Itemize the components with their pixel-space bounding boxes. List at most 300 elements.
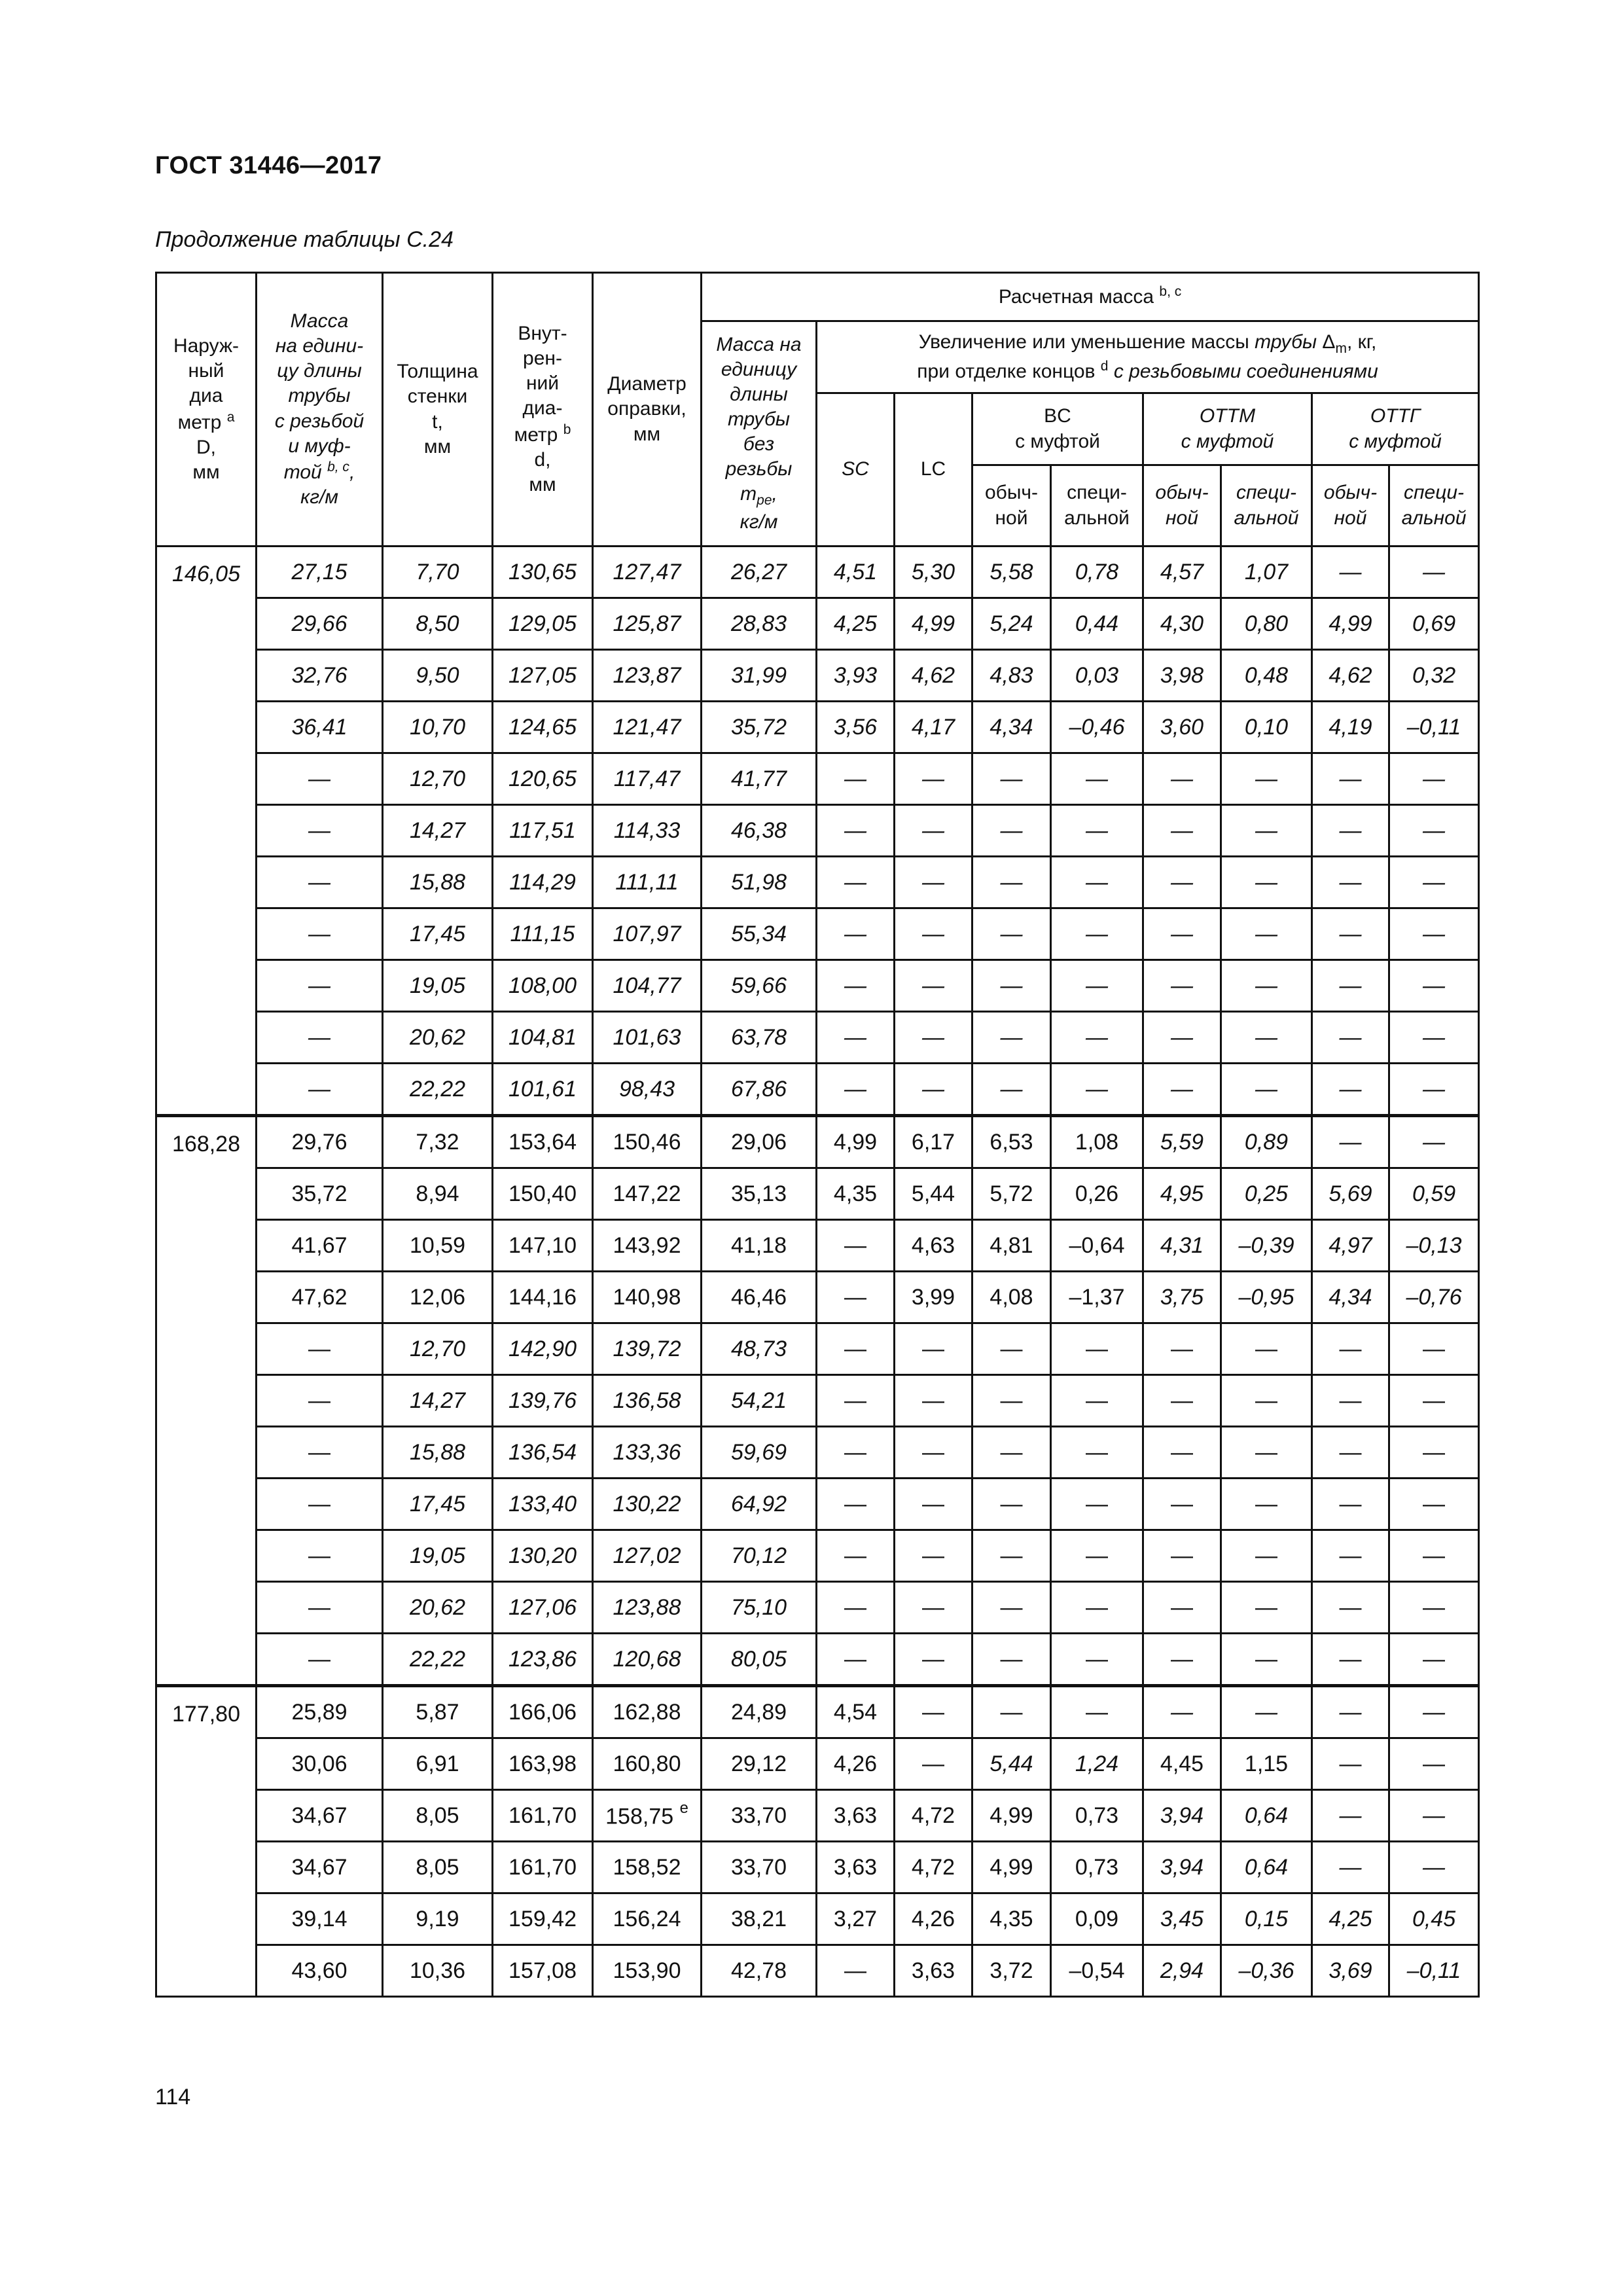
cell-inner-diameter: 127,06 [493,1582,593,1634]
cell-mass-threaded: — [257,1012,383,1064]
cell-drift-diameter: 136,58 [593,1375,702,1427]
table-body [156,547,1479,1997]
cell-bc-special: — [1051,1427,1143,1479]
cell-ottm-special: 0,10 [1221,702,1312,753]
cell-ottg-special: –0,13 [1389,1220,1479,1272]
cell-bc-special: 0,44 [1051,598,1143,650]
cell-bc-special: –0,54 [1051,1945,1143,1997]
header-outer-diameter: Наруж- ный диа метр $^a$ D, мм [156,273,257,547]
cell-drift-diameter: 147,22 [593,1168,702,1220]
cell-ottg-special: — [1389,1479,1479,1530]
cell-bc-regular: — [972,1427,1051,1479]
cell-bc-regular: 4,08 [972,1272,1051,1323]
header-calc-mass: Расчетная масса $^{b, c}$ [702,273,1479,321]
cell-ottm-special: — [1221,960,1312,1012]
cell-wall-thickness: 6,91 [383,1738,493,1790]
cell-ottg-regular: 4,25 [1312,1893,1389,1945]
cell-mass-unthreaded: 29,06 [702,1116,817,1168]
cell-ottm-special: — [1221,1686,1312,1738]
cell-sc: — [817,908,895,960]
cell-mass-unthreaded: 46,38 [702,805,817,857]
table-row [156,1012,1479,1064]
cell-bc-regular: 4,35 [972,1893,1051,1945]
cell-outer-diameter: 168,28 [156,1116,257,1686]
cell-ottg-regular: — [1312,1738,1389,1790]
cell-sc: — [817,1220,895,1272]
header-drift-diameter: Диаметр оправки, мм [593,273,702,547]
cell-ottg-special: — [1389,1116,1479,1168]
cell-ottm-special: 0,25 [1221,1168,1312,1220]
cell-lc: — [895,1479,972,1530]
cell-wall-thickness: 20,62 [383,1012,493,1064]
cell-ottm-regular: 3,60 [1143,702,1221,753]
cell-lc: — [895,1582,972,1634]
cell-ottg-special: — [1389,753,1479,805]
cell-inner-diameter: 133,40 [493,1479,593,1530]
cell-ottg-regular: — [1312,753,1389,805]
cell-mass-threaded: 39,14 [257,1893,383,1945]
cell-bc-special: 0,09 [1051,1893,1143,1945]
cell-drift-diameter: 139,72 [593,1323,702,1375]
cell-inner-diameter: 117,51 [493,805,593,857]
cell-sc: — [817,1064,895,1116]
cell-inner-diameter: 124,65 [493,702,593,753]
cell-bc-special: — [1051,753,1143,805]
cell-mass-threaded: — [257,908,383,960]
cell-ottg-special: — [1389,1064,1479,1116]
cell-bc-special: — [1051,1530,1143,1582]
cell-ottm-regular: — [1143,1686,1221,1738]
cell-drift-diameter: 104,77 [593,960,702,1012]
header-ottg-special: специ- альной [1389,465,1479,547]
cell-mass-unthreaded: 31,99 [702,650,817,702]
cell-mass-unthreaded: 41,18 [702,1220,817,1272]
cell-ottg-regular: — [1312,1842,1389,1893]
cell-inner-diameter: 120,65 [493,753,593,805]
cell-mass-threaded: — [257,1582,383,1634]
cell-lc: — [895,1064,972,1116]
header-bc: BC с муфтой [972,393,1143,465]
cell-wall-thickness: 10,70 [383,702,493,753]
cell-ottm-special: 0,48 [1221,650,1312,702]
cell-ottm-regular: 3,45 [1143,1893,1221,1945]
cell-ottg-regular: — [1312,1479,1389,1530]
cell-lc: 4,26 [895,1893,972,1945]
cell-lc: 4,63 [895,1220,972,1272]
cell-bc-regular: 6,53 [972,1116,1051,1168]
cell-wall-thickness: 14,27 [383,805,493,857]
cell-mass-unthreaded: 33,70 [702,1842,817,1893]
cell-wall-thickness: 9,19 [383,1893,493,1945]
cell-sc: — [817,1479,895,1530]
cell-mass-threaded: 43,60 [257,1945,383,1997]
cell-lc: — [895,1686,972,1738]
cell-ottg-special: — [1389,1686,1479,1738]
cell-outer-diameter: 146,05 [156,547,257,1116]
cell-bc-special: 1,24 [1051,1738,1143,1790]
cell-mass-threaded: — [257,753,383,805]
cell-mass-unthreaded: 80,05 [702,1634,817,1686]
cell-bc-special: — [1051,1064,1143,1116]
cell-inner-diameter: 142,90 [493,1323,593,1375]
cell-ottm-special: — [1221,1323,1312,1375]
cell-ottg-special: — [1389,1427,1479,1479]
cell-sc: — [817,1272,895,1323]
cell-mass-threaded: 30,06 [257,1738,383,1790]
cell-mass-unthreaded: 28,83 [702,598,817,650]
cell-ottg-special: –0,11 [1389,702,1479,753]
cell-bc-regular: 4,99 [972,1842,1051,1893]
cell-bc-special: 0,73 [1051,1790,1143,1842]
cell-outer-diameter: 177,80 [156,1686,257,1997]
cell-ottm-regular: — [1143,753,1221,805]
cell-bc-special: 0,73 [1051,1842,1143,1893]
cell-ottg-special: — [1389,547,1479,598]
table-row [156,1634,1479,1686]
cell-mass-unthreaded: 63,78 [702,1012,817,1064]
cell-mass-threaded: 32,76 [257,650,383,702]
cell-ottm-special: 0,80 [1221,598,1312,650]
cell-ottm-regular: 3,94 [1143,1842,1221,1893]
cell-sc: — [817,1945,895,1997]
cell-sc: 3,63 [817,1842,895,1893]
cell-drift-diameter: 158,75 $^e$ [593,1790,702,1842]
cell-ottm-special: — [1221,805,1312,857]
cell-wall-thickness: 22,22 [383,1064,493,1116]
cell-sc: — [817,753,895,805]
cell-ottg-regular: — [1312,1116,1389,1168]
cell-mass-threaded: — [257,1427,383,1479]
cell-mass-unthreaded: 35,13 [702,1168,817,1220]
cell-ottg-regular: — [1312,908,1389,960]
cell-mass-threaded: 36,41 [257,702,383,753]
cell-mass-threaded: 29,66 [257,598,383,650]
cell-drift-diameter: 127,47 [593,547,702,598]
cell-mass-unthreaded: 48,73 [702,1323,817,1375]
cell-bc-regular: 3,72 [972,1945,1051,1997]
cell-drift-diameter: 158,52 [593,1842,702,1893]
cell-lc: 3,99 [895,1272,972,1323]
cell-ottg-regular: 5,69 [1312,1168,1389,1220]
cell-bc-special: 0,26 [1051,1168,1143,1220]
cell-mass-threaded: — [257,1479,383,1530]
cell-inner-diameter: 150,40 [493,1168,593,1220]
cell-ottg-regular: — [1312,1375,1389,1427]
cell-wall-thickness: 12,70 [383,1323,493,1375]
cell-inner-diameter: 153,64 [493,1116,593,1168]
cell-wall-thickness: 8,05 [383,1790,493,1842]
cell-ottm-regular: — [1143,857,1221,908]
cell-lc: 6,17 [895,1116,972,1168]
cell-mass-unthreaded: 54,21 [702,1375,817,1427]
cell-inner-diameter: 166,06 [493,1686,593,1738]
cell-wall-thickness: 17,45 [383,908,493,960]
cell-bc-special: — [1051,1686,1143,1738]
cell-bc-special: — [1051,1582,1143,1634]
cell-bc-special: — [1051,1375,1143,1427]
cell-inner-diameter: 139,76 [493,1375,593,1427]
cell-sc: — [817,1323,895,1375]
cell-mass-unthreaded: 26,27 [702,547,817,598]
table-row [156,1582,1479,1634]
cell-bc-regular: — [972,908,1051,960]
cell-lc: — [895,1427,972,1479]
header-wall-thickness: Толщина стенки t, мм [383,273,493,547]
cell-ottg-regular: — [1312,805,1389,857]
cell-lc: — [895,1375,972,1427]
cell-bc-regular: — [972,1530,1051,1582]
cell-ottm-regular: 4,31 [1143,1220,1221,1272]
cell-lc: — [895,1634,972,1686]
cell-mass-unthreaded: 35,72 [702,702,817,753]
cell-ottg-special: — [1389,908,1479,960]
cell-lc: 4,72 [895,1842,972,1893]
cell-ottm-regular: 4,45 [1143,1738,1221,1790]
cell-wall-thickness: 12,70 [383,753,493,805]
cell-lc: — [895,857,972,908]
cell-ottg-special: –0,11 [1389,1945,1479,1997]
cell-mass-threaded: — [257,1375,383,1427]
table-row [156,1893,1479,1945]
cell-ottm-special: — [1221,1064,1312,1116]
cell-drift-diameter: 156,24 [593,1893,702,1945]
cell-sc: — [817,1427,895,1479]
cell-sc: 3,27 [817,1893,895,1945]
cell-wall-thickness: 8,94 [383,1168,493,1220]
cell-bc-special: –0,46 [1051,702,1143,753]
cell-inner-diameter: 101,61 [493,1064,593,1116]
document-standard-title: ГОСТ 31446—2017 [155,152,382,179]
cell-lc: — [895,1738,972,1790]
cell-ottm-special: 0,15 [1221,1893,1312,1945]
cell-ottm-special: — [1221,857,1312,908]
cell-wall-thickness: 14,27 [383,1375,493,1427]
header-mass-per-length: Масса на едини- цу длины трубы с резьбой и муф- той $^{b, c}$, кг/м [257,273,383,547]
cell-ottg-special: — [1389,1375,1479,1427]
cell-bc-special: — [1051,1479,1143,1530]
table-row [156,1738,1479,1790]
cell-wall-thickness: 8,50 [383,598,493,650]
cell-mass-unthreaded: 42,78 [702,1945,817,1997]
cell-sc: 3,93 [817,650,895,702]
header-bc-special: специ- альной [1051,465,1143,547]
table-row [156,1945,1479,1997]
cell-sc: — [817,857,895,908]
cell-ottm-regular: — [1143,908,1221,960]
cell-mass-unthreaded: 38,21 [702,1893,817,1945]
table-row [156,1116,1479,1168]
cell-lc: — [895,1323,972,1375]
cell-wall-thickness: 20,62 [383,1582,493,1634]
cell-wall-thickness: 8,05 [383,1842,493,1893]
table-row [156,805,1479,857]
cell-drift-diameter: 107,97 [593,908,702,960]
cell-sc: 4,26 [817,1738,895,1790]
header-mass-unthreaded: Масса на единицу длины трубы без резьбы $m_{pe}$, кг/м [702,321,817,547]
cell-ottg-regular: — [1312,857,1389,908]
header-inner-diameter: Внут- рен- ний диа- метр $^b$ d, мм [493,273,593,547]
cell-inner-diameter: 157,08 [493,1945,593,1997]
cell-ottm-special: — [1221,1479,1312,1530]
cell-mass-unthreaded: 29,12 [702,1738,817,1790]
cell-bc-regular: 4,81 [972,1220,1051,1272]
cell-mass-threaded: 27,15 [257,547,383,598]
cell-ottm-regular: — [1143,1479,1221,1530]
cell-bc-regular: 5,24 [972,598,1051,650]
cell-bc-regular: 5,44 [972,1738,1051,1790]
cell-lc: 5,30 [895,547,972,598]
cell-bc-special: — [1051,1012,1143,1064]
cell-drift-diameter: 117,47 [593,753,702,805]
cell-ottg-special: — [1389,1842,1479,1893]
header-ottg-regular: обыч- ной [1312,465,1389,547]
cell-drift-diameter: 140,98 [593,1272,702,1323]
cell-wall-thickness: 5,87 [383,1686,493,1738]
cell-ottm-regular: — [1143,1375,1221,1427]
cell-ottg-regular: — [1312,1530,1389,1582]
cell-ottg-regular: 4,19 [1312,702,1389,753]
header-ottm-regular: обыч- ной [1143,465,1221,547]
cell-inner-diameter: 123,86 [493,1634,593,1686]
cell-bc-special: — [1051,805,1143,857]
cell-mass-threaded: 34,67 [257,1790,383,1842]
cell-ottm-regular: — [1143,1427,1221,1479]
table-row [156,547,1479,598]
cell-wall-thickness: 19,05 [383,1530,493,1582]
cell-wall-thickness: 10,36 [383,1945,493,1997]
cell-ottm-regular: — [1143,1323,1221,1375]
page-number: 114 [155,2085,191,2109]
cell-wall-thickness: 17,45 [383,1479,493,1530]
cell-sc: — [817,1582,895,1634]
cell-wall-thickness: 10,59 [383,1220,493,1272]
cell-ottm-special: — [1221,1427,1312,1479]
cell-wall-thickness: 15,88 [383,1427,493,1479]
table-row [156,1427,1479,1479]
cell-sc: 4,54 [817,1686,895,1738]
cell-bc-special: — [1051,960,1143,1012]
cell-lc: 4,17 [895,702,972,753]
cell-bc-special: 0,03 [1051,650,1143,702]
cell-bc-regular: 4,83 [972,650,1051,702]
table-row [156,1168,1479,1220]
cell-mass-unthreaded: 75,10 [702,1582,817,1634]
cell-mass-unthreaded: 64,92 [702,1479,817,1530]
cell-inner-diameter: 129,05 [493,598,593,650]
table-row [156,960,1479,1012]
cell-bc-regular: — [972,1375,1051,1427]
table-row [156,1064,1479,1116]
cell-mass-unthreaded: 59,66 [702,960,817,1012]
cell-bc-regular: — [972,1012,1051,1064]
cell-ottg-special: –0,76 [1389,1272,1479,1323]
cell-drift-diameter: 101,63 [593,1012,702,1064]
cell-ottg-regular: — [1312,1427,1389,1479]
cell-ottm-regular: 5,59 [1143,1116,1221,1168]
cell-ottm-regular: 3,94 [1143,1790,1221,1842]
cell-ottg-regular: — [1312,960,1389,1012]
cell-ottm-special: — [1221,1530,1312,1582]
cell-drift-diameter: 123,87 [593,650,702,702]
table-row [156,753,1479,805]
cell-drift-diameter: 123,88 [593,1582,702,1634]
cell-drift-diameter: 160,80 [593,1738,702,1790]
cell-sc: — [817,1375,895,1427]
table-row [156,857,1479,908]
cell-mass-threaded: — [257,1634,383,1686]
cell-inner-diameter: 130,65 [493,547,593,598]
cell-inner-diameter: 144,16 [493,1272,593,1323]
cell-mass-threaded: 47,62 [257,1272,383,1323]
cell-mass-unthreaded: 24,89 [702,1686,817,1738]
cell-drift-diameter: 120,68 [593,1634,702,1686]
cell-mass-unthreaded: 67,86 [702,1064,817,1116]
cell-bc-regular: 5,72 [972,1168,1051,1220]
cell-mass-unthreaded: 46,46 [702,1272,817,1323]
cell-inner-diameter: 161,70 [493,1842,593,1893]
cell-ottm-special: — [1221,1012,1312,1064]
cell-ottg-special: — [1389,1582,1479,1634]
cell-ottg-special: 0,45 [1389,1893,1479,1945]
header-mass-change: Увеличение или уменьшение массы трубы $\Delta_m$, кг, при отделке концов $^d$ с резьбовыми соединениями [817,321,1479,393]
table-row [156,1790,1479,1842]
cell-lc: 4,99 [895,598,972,650]
cell-ottg-special: — [1389,1634,1479,1686]
cell-lc: 3,63 [895,1945,972,1997]
cell-mass-threaded: — [257,1064,383,1116]
cell-mass-unthreaded: 59,69 [702,1427,817,1479]
cell-ottg-regular: — [1312,1012,1389,1064]
cell-inner-diameter: 111,15 [493,908,593,960]
cell-mass-threaded: 41,67 [257,1220,383,1272]
cell-ottm-regular: 3,75 [1143,1272,1221,1323]
cell-ottm-special: –0,39 [1221,1220,1312,1272]
cell-bc-special: — [1051,1323,1143,1375]
header-lc: LC [895,393,972,547]
table-row [156,598,1479,650]
cell-ottm-special: — [1221,1375,1312,1427]
cell-mass-unthreaded: 70,12 [702,1530,817,1582]
cell-ottm-special: — [1221,753,1312,805]
cell-drift-diameter: 162,88 [593,1686,702,1738]
cell-lc: 4,62 [895,650,972,702]
cell-bc-regular: 4,99 [972,1790,1051,1842]
cell-mass-threaded: — [257,1323,383,1375]
cell-drift-diameter: 150,46 [593,1116,702,1168]
cell-ottm-regular: — [1143,805,1221,857]
table-row [156,1375,1479,1427]
cell-ottg-regular: 3,69 [1312,1945,1389,1997]
cell-ottg-special: — [1389,1738,1479,1790]
cell-bc-special: –0,64 [1051,1220,1143,1272]
cell-ottg-regular: 4,34 [1312,1272,1389,1323]
cell-ottm-special: –0,36 [1221,1945,1312,1997]
cell-mass-unthreaded: 33,70 [702,1790,817,1842]
cell-ottm-special: 0,89 [1221,1116,1312,1168]
cell-bc-special: — [1051,908,1143,960]
cell-wall-thickness: 9,50 [383,650,493,702]
cell-ottm-regular: — [1143,1064,1221,1116]
table-caption: Продолжение таблицы С.24 [155,227,454,252]
cell-ottm-special: 1,15 [1221,1738,1312,1790]
cell-bc-special: 1,08 [1051,1116,1143,1168]
cell-sc: — [817,1530,895,1582]
header-sc: SC [817,393,895,547]
cell-sc: 4,51 [817,547,895,598]
cell-lc: — [895,960,972,1012]
cell-bc-regular: 4,34 [972,702,1051,753]
cell-ottg-regular: — [1312,1582,1389,1634]
